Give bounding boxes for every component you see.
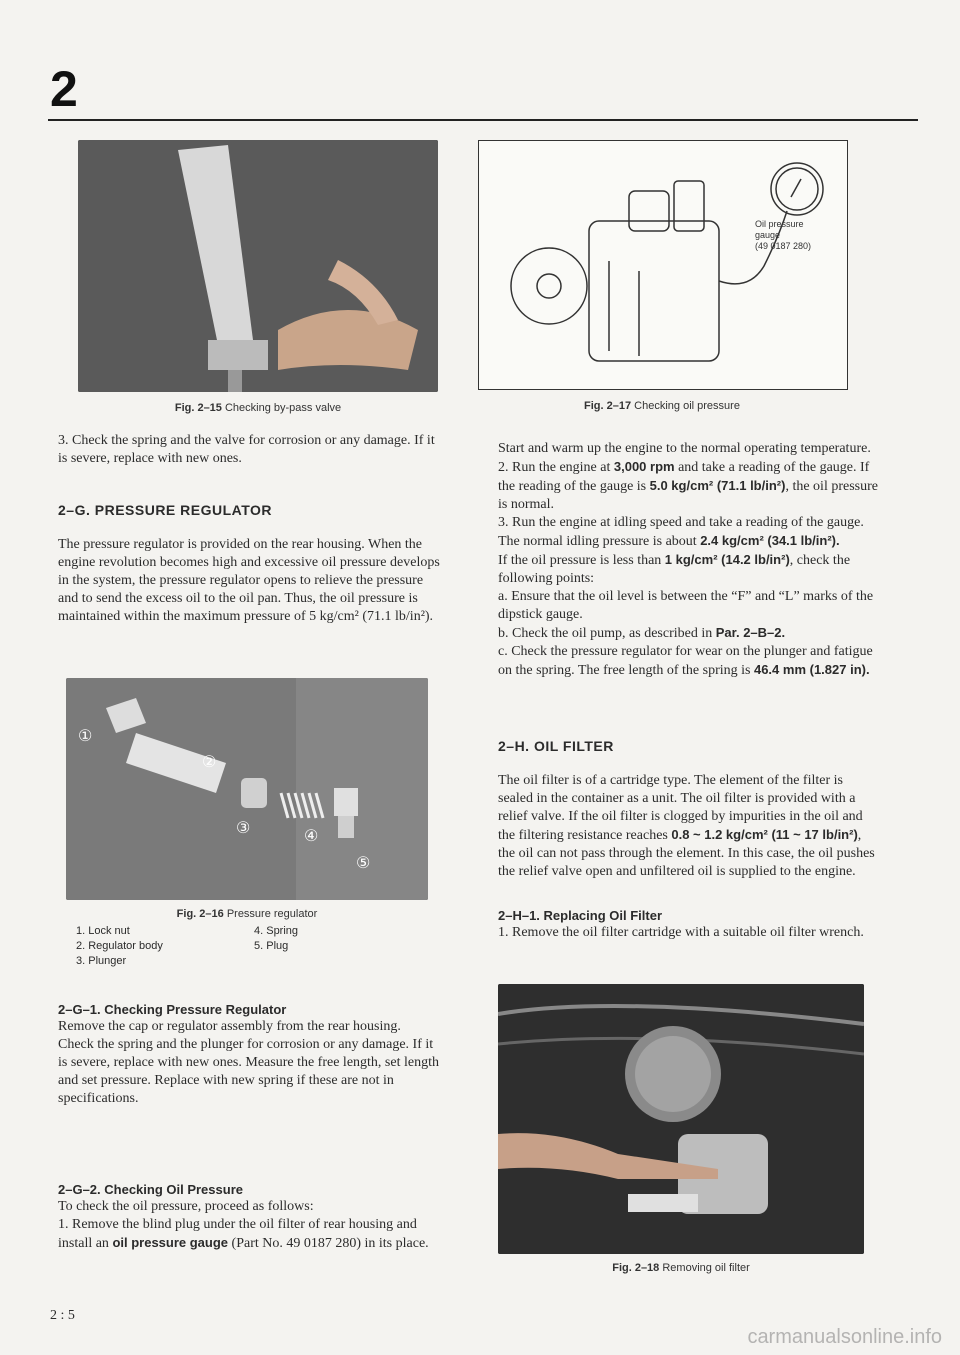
g2-body: To check the oil pressure, proceed as follows: 1. Remove the blind plug under the oil filter of rear housing and install an oil pressure gauge (Part No. 49 0187 280) in its place.: [58, 1199, 429, 1251]
oil-pressure-procedure: Start and warm up the engine to the normal operating temperature. 2. Run the engine at 3,000 rpm and take a reading of the gauge. If the reading of the gauge is 5.0 kg/cm² (71.1 lb/in²), the oil pressure is normal. 3. Run the engine at idling speed and take a reading of the gauge. The normal idling pressure is about 2.4 kg/cm² (34.1 lb/in²). If the oil pressure is less than 1 kg/cm² (14.2 lb/in²), check the following points: a. Ensure that the oil level is between the “F” and “L” marks of the dipstick gauge. b. Check the oil pump, as described in Par. 2–B–2. c. Check the pressure regulator for wear on the plunger and fatigue on the spring. The free length of the spring is 46.4 mm (1.827 in).: [498, 441, 878, 678]
pressure-regulator-parts-illustration: [66, 678, 428, 900]
fig-2-16-photo: [66, 678, 428, 900]
fig-2-18-caption: Fig. 2–18 Removing oil filter: [612, 1262, 750, 1274]
page-number: 2 : 5: [50, 1308, 75, 1323]
g1-body: Remove the cap or regulator assembly from the rear housing. Check the spring and the plunger for corrosion or any damage. If it is severe, replace with new ones. Measure the free length, set length and set pressure. Replace with new spring if these are not in specifications.: [58, 1019, 439, 1106]
section-g-body: The pressure regulator is provided on the rear housing. When the engine revolution becomes high and excessive oil pressure develops in the system, the pressure regulator opens to relieve the pressure and to send the excess oil to the oil pan. Thus, the oil pressure is maintained within the maximum pressure of 5 kg/cm² (71.1 lb/in²).: [58, 537, 440, 624]
fig-2-15-caption: Fig. 2–15 Checking by-pass valve: [174, 402, 342, 414]
header-rule: [48, 119, 918, 121]
fig-2-15-photo: [78, 140, 438, 392]
fig-2-17-caption: Fig. 2–17 Checking oil pressure: [584, 400, 740, 412]
fig-2-16-caption: Fig. 2–16 Pressure regulator: [176, 908, 318, 920]
engine-oil-pressure-diagram: [479, 141, 847, 389]
callout-3: ③: [236, 820, 251, 837]
step-3-text: 3. Check the spring and the valve for corrosion or any damage. If it is severe, replace with new ones.: [58, 433, 435, 466]
gauge-label: Oil pressure gauge (49 0187 280): [755, 219, 812, 251]
watermark: carmanualsonline.info: [747, 1326, 942, 1348]
chapter-number: 2: [50, 61, 78, 117]
section-g-heading: 2–G. PRESSURE REGULATOR: [58, 502, 273, 518]
callout-2: ②: [202, 754, 217, 771]
h1-heading: 2–H–1. Replacing Oil Filter: [498, 908, 662, 923]
callout-4: ④: [304, 828, 319, 845]
oil-filter-removal-illustration: [498, 984, 864, 1254]
g2-heading: 2–G–2. Checking Oil Pressure: [58, 1182, 243, 1197]
g1-heading: 2–G–1. Checking Pressure Regulator: [58, 1002, 287, 1017]
bypass-valve-illustration: [78, 140, 438, 392]
callout-5: ⑤: [356, 855, 371, 872]
h1-body: 1. Remove the oil filter cartridge with a suitable oil filter wrench.: [498, 925, 864, 940]
fig-2-16-legend-left: 1. Lock nut 2. Regulator body 3. Plunger: [76, 925, 163, 967]
fig-2-18-photo: [498, 984, 864, 1254]
fig-2-16-legend-right: 4. Spring 5. Plug: [254, 925, 299, 952]
callout-1: ①: [78, 728, 93, 745]
section-h-heading: 2–H. OIL FILTER: [498, 738, 614, 754]
fig-2-17-diagram: [478, 140, 848, 390]
section-h-body: The oil filter is of a cartridge type. The element of the filter is sealed in the container as a unit. The oil filter is provided with a relief valve. If the oil filter is clogged by impurities in the oil and the filtering resistance reaches 0.8 ~ 1.2 kg/cm² (11 ~ 17 lb/in²), the oil can not pass through the element. In this case, the oil pushes the relief valve open and unfiltered oil is supplied to the engine.: [498, 773, 875, 879]
